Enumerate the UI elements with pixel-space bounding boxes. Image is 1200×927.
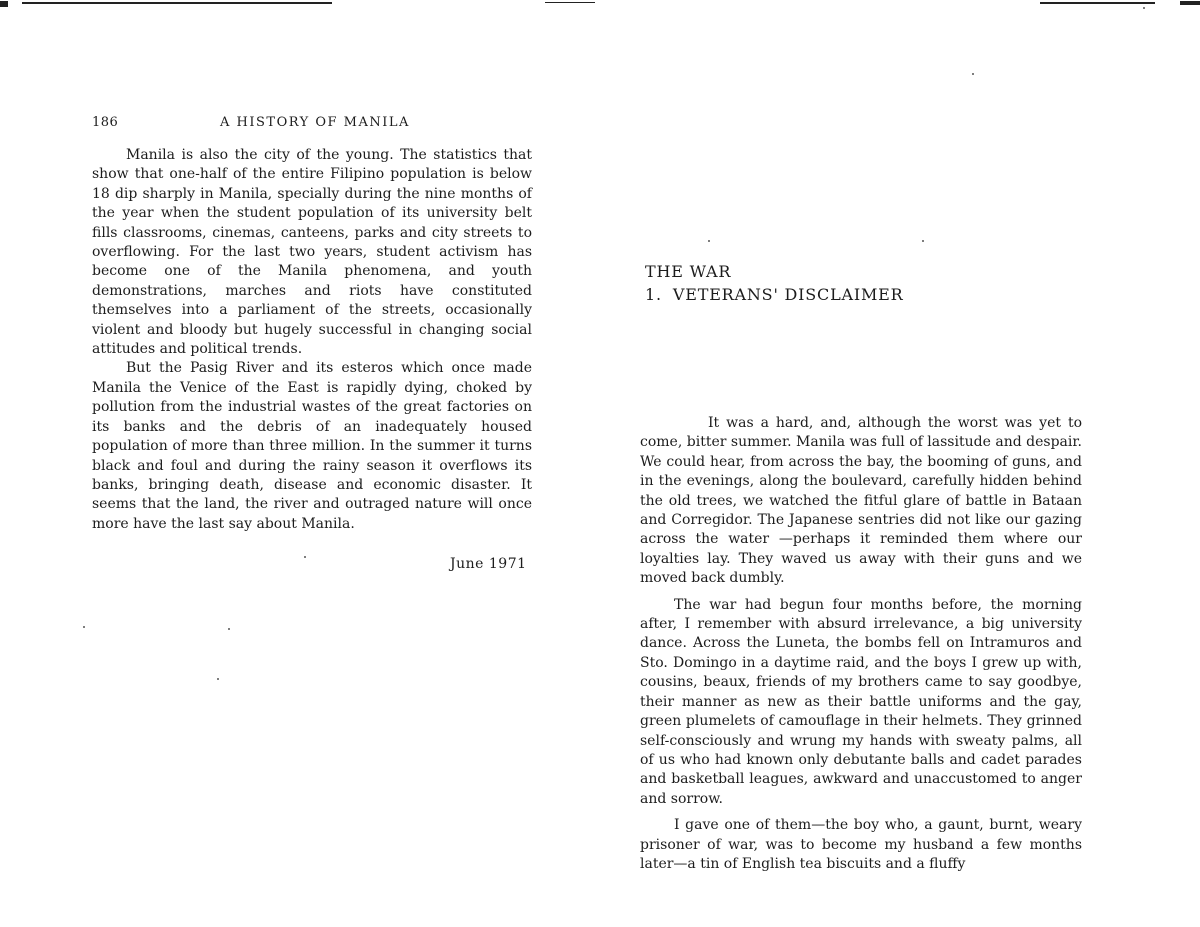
- scan-speck: [922, 240, 924, 242]
- scan-speck: [708, 240, 710, 242]
- paragraph: I gave one of them—the boy who, a gaunt, burnt, weary prisoner of war, was to become my husband a few months later—a tin of English tea biscuits and a fluffy: [640, 817, 1082, 872]
- scan-edge-line: [22, 2, 332, 4]
- part-title: THE WAR: [645, 262, 732, 281]
- scan-speck: [228, 628, 230, 630]
- scan-edge-line: [1040, 2, 1155, 4]
- scan-edge-mark: [0, 1, 8, 7]
- scan-speck: [217, 678, 219, 680]
- date-line: June 1971: [450, 556, 527, 572]
- paragraph: But the Pasig River and its esteros which once made Manila the Venice of the East is rapidly dying, choked by pollution from the industrial wastes of the great factories on its banks and the debris of an inadequately housed population of more than three million. In the summer it turns black and foul and during the rainy season it overflows its banks, bringing death, disease and economic disaster. It seems that the land, the river and outraged nature will once more have the last say about Manila.: [92, 360, 532, 532]
- scan-speck: [1143, 7, 1145, 9]
- paragraph: It was a hard, and, although the worst was yet to come, bitter summer. Manila was full of lassitude and despair. We could hear, from across the bay, the booming of guns, and in the evenings, along the boulevard, carefully hidden behind the old trees, we watched the fitful glare of battle in Bataan and Corregidor. The Japanese sentries did not like our gazing across the water —perhaps it reminded them where our loyalties lay. They waved us away with their guns and we moved back dumbly.: [640, 415, 1082, 587]
- scan-speck: [304, 556, 306, 558]
- chapter-title: VETERANS' DISCLAIMER: [672, 285, 904, 304]
- chapter-heading: [645, 260, 903, 306]
- paragraph: Manila is also the city of the young. The statistics that show that one-half of the entire Filipino population is below 18 dip sharply in Manila, specially during the nine months of the year when the student population of its university belt fills classrooms, cinemas, canteens, parks and city streets to overflowing. For the last two years, student activism has become one of the Manila phenomena, and youth demonstrations, marches and riots have constituted themselves into a parliament of the streets, occasionally violent and bloody but hugely successful in changing social attitudes and political trends.: [92, 147, 532, 358]
- paragraph: The war had begun four months before, the morning after, I remember with absurd irrelevance, a big university dance. Across the Luneta, the bombs fell on Intramuros and Sto. Domingo in a daytime raid, and the boys I grew up with, cousins, beaux, friends of my brothers came to say goodbye, their manner as new as their battle uniforms and the gay, green plumelets of camouflage in their helmets. They grinned self-consciously and wrung my hands with sweaty palms, all of us who had known only debutante balls and cadet parades and basketball leagues, awkward and unaccustomed to anger and sorrow.: [640, 596, 1082, 807]
- chapter-line: [645, 283, 903, 306]
- page-number: 186: [92, 115, 119, 130]
- left-body-text: [92, 146, 532, 534]
- scan-speck: [83, 626, 85, 628]
- scan-edge-mark: [1180, 1, 1200, 5]
- running-head: A HISTORY OF MANILA: [220, 115, 410, 130]
- right-body-text: [640, 414, 1082, 874]
- scan-speck: [972, 73, 974, 75]
- chapter-number: 1.: [645, 285, 662, 304]
- scan-edge-line: [545, 2, 595, 3]
